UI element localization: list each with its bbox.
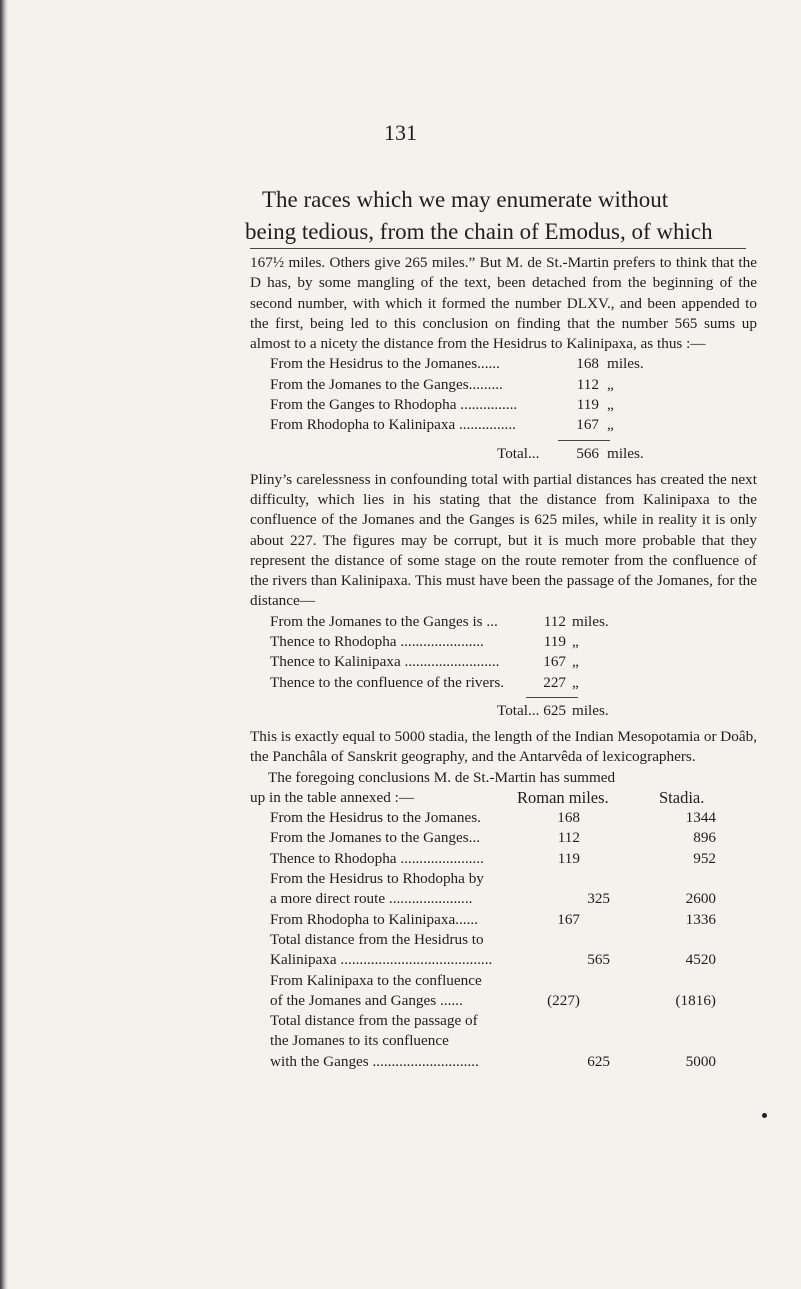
table-row: [250, 652, 757, 672]
summary-label-line: Total distance from the passage of: [270, 1012, 478, 1030]
row-label: From the Jomanes to the Ganges is ...: [270, 612, 498, 630]
summary-stadia: 1344: [685, 809, 716, 827]
row-unit: „: [607, 396, 614, 414]
row-label: From the Hesidrus to the Jomanes......: [270, 355, 500, 373]
summary-label-line: From the Jomanes to the Ganges...: [270, 829, 481, 847]
row-unit: miles.: [607, 355, 644, 373]
summary-header: [250, 788, 757, 808]
summary-label-line: From the Hesidrus to the Jomanes.: [270, 809, 481, 827]
summary-stadia: 952: [693, 849, 716, 867]
summary-label-line: Thence to Rhodopha ......................: [270, 849, 484, 867]
summary-stadia: 896: [693, 829, 716, 847]
row-label: Thence to Rhodopha ......................: [270, 633, 484, 651]
summary-label-line: From Rhodopha to Kalinipaxa......: [270, 910, 478, 928]
table-row: [250, 415, 757, 435]
summary-label-line: the Jomanes to its confluence: [270, 1032, 449, 1050]
total-label: Total...: [497, 444, 540, 462]
summary-row-label: [270, 808, 550, 828]
summary-row: [250, 971, 757, 1012]
summary-label-line: From Kalinipaxa to the confluence: [270, 971, 482, 989]
row-label: From Rhodopha to Kalinipaxa ...............: [270, 416, 516, 434]
summary-row-label: [270, 869, 550, 910]
row-unit: „: [572, 633, 579, 651]
row-unit: „: [572, 653, 579, 671]
summary-stadia: 5000: [685, 1052, 716, 1070]
quote-line-2: being tedious, from the chain of Emodus, of which: [245, 219, 713, 244]
paragraph-3: This is exactly equal to 5000 stadia, the length of the Indian Mesopotamia or Doâb, the Panchâla of Sanskrit geography, and the Antarvêda of lexicographers.: [250, 727, 757, 766]
row-miles: 119: [576, 396, 599, 414]
summary-roman-miles: 167: [557, 910, 580, 928]
row-label: Thence to the confluence of the rivers.: [270, 673, 505, 691]
summary-label-line: a more direct route ......................: [270, 890, 473, 908]
summary-roman-miles: 168: [557, 809, 580, 827]
paragraph-1: 167½ miles. Others give 265 miles.” But M. de St.-Martin prefers to think that the D has, by some mangling of the text, been detached from the beginning of the second number, with which it formed the number DLXV., and been appended to the first, being led to this conclusion on finding that the number 565 sums up almost to a nicety the distance from the Hesidrus to Kalinipaxa, as thus :—: [250, 254, 757, 353]
summary-label-line: with the Ganges ............................: [270, 1052, 479, 1070]
summary-row-label: [270, 828, 550, 848]
table-row: [250, 673, 757, 693]
summary-row-label: [270, 1011, 550, 1072]
summary-roman-miles: 325: [587, 890, 610, 908]
summary-row: [250, 910, 757, 930]
total-unit: miles.: [572, 701, 609, 719]
paragraph-2: Pliny’s carelessness in confounding total with partial distances has created the next difficulty, which lies in his stating that the distance from Kalinipaxa to the confluence of the Jomanes and the Ganges is 625 miles, while in reality it is only about 227. The figures may be corrupt, but it is much more probable that they represent the distance of some stage on the route remoter from the confluence of the rivers than Kalinipaxa. This must have been the passage of the Jomanes, for the distance—: [250, 470, 757, 610]
table-total-row: [250, 444, 757, 468]
table-row: [250, 395, 757, 415]
footnote-body: [250, 253, 757, 1072]
summary-roman-miles: 565: [587, 951, 610, 969]
summary-roman-miles: 625: [587, 1052, 610, 1070]
distance-table-1: [250, 354, 757, 467]
summary-intro: up in the table annexed :—: [250, 788, 415, 806]
header-rule: [250, 248, 746, 249]
total-unit: miles.: [607, 444, 644, 462]
row-miles: 119: [543, 633, 566, 651]
table-row: [250, 354, 757, 374]
row-label: From the Jomanes to the Ganges.........: [270, 375, 503, 393]
total-rule: [526, 697, 578, 698]
summary-row-label: [270, 930, 550, 971]
summary-stadia: 4520: [685, 951, 716, 969]
summary-stadia: (1816): [675, 991, 716, 1009]
page-number: 131: [384, 120, 417, 145]
row-miles: 112: [543, 612, 566, 630]
row-unit: „: [607, 375, 614, 393]
row-unit: miles.: [572, 612, 609, 630]
row-miles: 112: [576, 375, 599, 393]
total-rule: [558, 440, 610, 441]
summary-stadia: 2600: [685, 890, 716, 908]
page-spine-shadow: [0, 0, 8, 1289]
table-total-row: [250, 701, 757, 725]
summary-roman-miles: 119: [557, 849, 580, 867]
row-miles: 167: [543, 653, 566, 671]
row-unit: „: [607, 416, 614, 434]
summary-row: [250, 828, 757, 848]
quote-header: [245, 184, 745, 248]
row-miles: 168: [576, 355, 599, 373]
column-header-stadia: Stadia.: [659, 787, 705, 807]
total-miles: 566: [576, 444, 599, 462]
table-row: [250, 375, 757, 395]
summary-row-label: [270, 971, 550, 1012]
row-label: From the Ganges to Rhodopha ...............: [270, 396, 518, 414]
paragraph-4: The foregoing conclusions M. de St.-Martin has summed: [268, 768, 616, 786]
summary-label-line: From the Hesidrus to Rhodopha by: [270, 870, 484, 888]
table-row: [250, 632, 757, 652]
summary-label-line: Total distance from the Hesidrus to: [270, 930, 484, 948]
summary-row: [250, 849, 757, 869]
column-header-roman-miles: Roman miles.: [517, 787, 609, 807]
total-label: Total...: [497, 701, 540, 719]
summary-row: [250, 930, 757, 971]
summary-row: [250, 808, 757, 828]
summary-table: [250, 808, 757, 1072]
margin-dot: [762, 1113, 767, 1118]
summary-row-label: [270, 910, 550, 930]
summary-stadia: 1336: [685, 910, 716, 928]
summary-roman-miles: (227): [547, 991, 580, 1009]
summary-label-line: Kalinipaxa ........................................: [270, 951, 493, 969]
total-miles: 625: [543, 701, 566, 719]
table-row: [250, 612, 757, 632]
summary-label-line: of the Jomanes and Ganges ......: [270, 991, 463, 1009]
quote-line-1: The races which we may enumerate without: [262, 187, 669, 212]
row-miles: 227: [543, 673, 566, 691]
summary-row: [250, 869, 757, 910]
summary-row: [250, 1011, 757, 1072]
row-miles: 167: [576, 416, 599, 434]
summary-roman-miles: 112: [557, 829, 580, 847]
row-unit: „: [572, 673, 579, 691]
distance-table-2: [250, 612, 757, 725]
summary-row-label: [270, 849, 550, 869]
row-label: Thence to Kalinipaxa .........................: [270, 653, 500, 671]
